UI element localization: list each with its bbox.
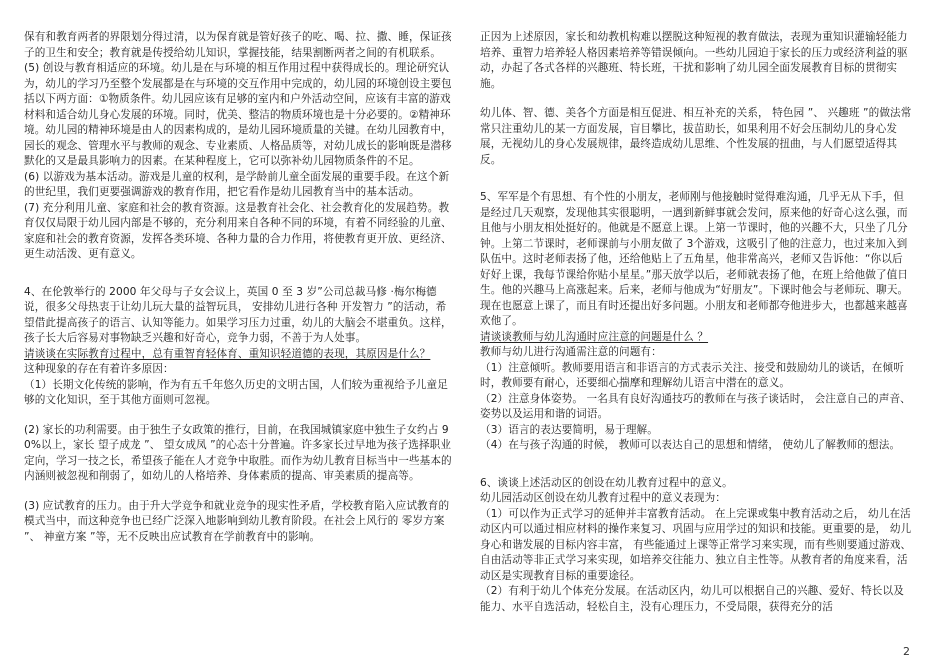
paragraph: (2) 家长的功利需要。由于独生子女政策的推行，目前，在我国城镇家庭中独生子女约占 90%以上，家长 望子成龙 ”、 望女成凤 ”的心态十分普遍。许多家长过早地为孩子选择职业定向，学习一技之长，希望孩子能在人才竞争中取胜。而作为幼儿教育目标当中一些基本的内涵则被忽视和削弱了，如幼儿的人格培养、身体素质的提高、审美素质的提高等。 bbox=[24, 423, 452, 482]
question-5-scenario: 5、军军是个有思想、有个性的小朋友，老师刚与他接触时觉得难沟通，几乎无从下手，但是经过几天观察，发现他其实很聪明，一遇到新鲜事就会发问，原来他的好奇心这么强，而且他与小朋友相处挺好的。他就是不愿意上课。上第一节课时，他的兴趣不大，只坐了几分钟。上第二节课时，老师课前与小朋友做了 3个游戏，这吸引了他的注意力，也过来加入到队伍中。这时老师表扬了他，还给他贴上了五角星，他非常高兴，老师又告诉他：“你以后好好上课，我每节课给你贴小星星。”那天放学以后，老师就表扬了他，在班上给他做了值日生。他的兴趣马上高涨起来。后来，老师与他成为“好朋友”。下课时他会与老师玩、聊天。现在也愿意上课了，而且有时还提出好多问题。小朋友和老师都夸他进步大，也都越来越喜欢他了。 bbox=[480, 191, 909, 327]
paragraph: （1）长期文化传统的影响，作为有五千年悠久历史的文明古国，人们较为重视给予儿童足够的文化知识，至于其他方面则可忽视。 bbox=[24, 378, 448, 406]
left-column bbox=[24, 30, 456, 545]
paragraph: （2）注意身体姿势。 一名具有良好沟通技巧的教师在与孩子谈话时， 会注意自己的声音、姿势以及运用和谐的词语。 bbox=[480, 392, 911, 420]
spacer bbox=[480, 168, 912, 190]
paragraph: （3）语言的表达要简明，易于理解。 bbox=[480, 423, 658, 436]
spacer bbox=[24, 263, 456, 285]
spacer bbox=[24, 485, 456, 499]
paragraph: (6) 以游戏为基本活动。游戏是儿童的权利，是学龄前儿童全面发展的重要手段。在这个新的世纪里，我们更要强调游戏的教育作用，把它看作是幼儿园教育当中的基本活动。 bbox=[24, 170, 450, 198]
paragraph: 这种现象的存在有着许多原因： bbox=[24, 363, 174, 375]
paragraph: 保有和教育两者的界限划分得过清，以为保育就是管好孩子的吃、喝、拉、撒、睡，保证孩子的卫生和安全；教育就是传授给幼儿知识，掌握技能，结果割断两者之间的有机联系。 bbox=[24, 31, 452, 59]
paragraph: （4）在与孩子沟通的时候， 教师可以表达自己的思想和情绪， 使幼儿了解教师的想法。 bbox=[480, 439, 901, 451]
paragraph: 正因为上述原因，家长和幼教机构难以摆脱这种短视的教育做法，表现为重知识灌输轻能力培养、重智力培养轻人格因素培养等错误倾向。一些幼儿园迫于家长的压力或经济利益的驱动，办起了各式各样的兴趣班、特长班，干扰和影响了幼儿园全面发展教育目标的贯彻实施。 bbox=[480, 31, 908, 90]
spacer bbox=[24, 409, 456, 423]
right-column bbox=[480, 30, 912, 615]
question-4-prompt: 请谈谈在实际教育过程中，总有重智育轻体育、重知识轻道德的表现，其原因是什么？ bbox=[24, 347, 431, 360]
paragraph: （2）有利于幼儿个体充分发展。在活动区内，幼儿可以根据自己的兴趣、爱好、特长以及能力、水平自选活动，轻松自主，没有心理压力，不受局限，获得充分的活 bbox=[480, 585, 904, 613]
paragraph: (5) 创设与教育相适应的环境。幼儿是在与环境的相互作用过程中获得成长的。理论研究认为，幼儿的学习乃至整个发展都是在与环境的交互作用中完成的，幼儿园的环境创设主要包括以下两方面：①物质条件。幼儿园应该有足够的室内和户外活动空间，应该有丰富的游戏材料和适合幼儿身心发展的环境。同时，优美、整洁的物质环境也是十分必要的。②精神环境。幼儿园的精神环境是由人的因素构成的，是幼儿园环境质量的关键。在幼儿园教育中，园长的观念、管理水平与教师的观念、专业素质、人格品质等，对幼儿成长的影响既是潜移默化的又是最具影响力的因素。在某种程度上，它可以弥补幼儿园物质条件的不足。 bbox=[24, 62, 452, 167]
question-5-prompt: 请谈谈教师与幼儿沟通时应注意的问题是什么 ？ bbox=[480, 330, 709, 343]
question-6-prompt: 6、谈谈上述活动区的创设在幼儿教育过程中的意义。 bbox=[480, 476, 733, 489]
paragraph: （1）注意倾听。教师要用语言和非语言的方式表示关注、接受和鼓励幼儿的谈话，在倾听时，教师要有耐心，还要细心揣摩和理解幼儿语言中潜在的意义。 bbox=[480, 361, 904, 389]
paragraph: 教师与幼儿进行沟通需注意的问题有： bbox=[480, 346, 662, 358]
paragraph: (7) 充分利用儿童、家庭和社会的教育资源。这是教育社会化、社会教育化的发展趋势。教育仅仅局限于幼儿园内部是不够的，充分利用来自各种不同的环境，有着不同经验的儿童、家庭和社会的教育资源，发挥各类环境、各种力量的合力作用，将使教育更开放、更经济、更生动活泼、更有意义。 bbox=[24, 201, 452, 260]
page-number: 2 bbox=[903, 645, 910, 658]
paragraph: （1）可以作为正式学习的延伸并丰富教育活动。 在上完课或集中教育活动之后， 幼儿在活动区内可以通过相应材料的操作来复习、巩固与应用学过的知识和技能。更重要的是， 幼儿身心和谐发展的目标内容丰富， 有些能通过上课等正常学习来实现，而有些则要通过游戏、自由活动等非正式学习来实现，如培养交往能力、独立自主性等。从教育者的角度来看，活动区是实现教育目标的重要途径。 bbox=[480, 507, 912, 582]
spacer bbox=[480, 92, 912, 106]
spacer bbox=[480, 454, 912, 476]
paragraph: (3) 应试教育的压力。由于升大学竞争和就业竞争的现实性矛盾，学校教育陷入应试教育的模式当中，而这种竞争也已经广泛深入地影响到幼儿教育阶段。在社会上风行的 零岁方案 ”、 神童方案 ”等，无不反映出应试教育在学前教育中的影响。 bbox=[24, 499, 450, 543]
paragraph: 幼儿园活动区创设在幼儿教育过程中的意义表现为： bbox=[480, 492, 726, 504]
question-4-scenario: 4、在伦敦举行的 2000 年父母与子女会议上，英国 0 至 3 岁”公司总裁马修 ·梅尔梅德说，很多父母热衷于让幼儿玩大量的益智玩具， 安排幼儿进行各种 开发智力 ”的活动，希望借此提高孩子的语言、认知等能力。如果学习压力过重，幼儿的大脑会不堪重负。这样，孩子长大后容易对事物缺乏兴趣和好奇心，竞争力弱，不善于为人处事。 bbox=[24, 285, 452, 344]
paragraph: 幼儿体、智、德、美各个方面是相互促进、相互补充的关系， 特色园 ”、 兴趣班 ”的做法常常只注重幼儿的某一方面发展，盲目攀比，拔苗助长，如果利用不好会压制幼儿的身心发展，无视幼儿的身心发展规律，最终造成幼儿思维、个性发展的扭曲，与人们愿望适得其反。 bbox=[480, 107, 912, 166]
